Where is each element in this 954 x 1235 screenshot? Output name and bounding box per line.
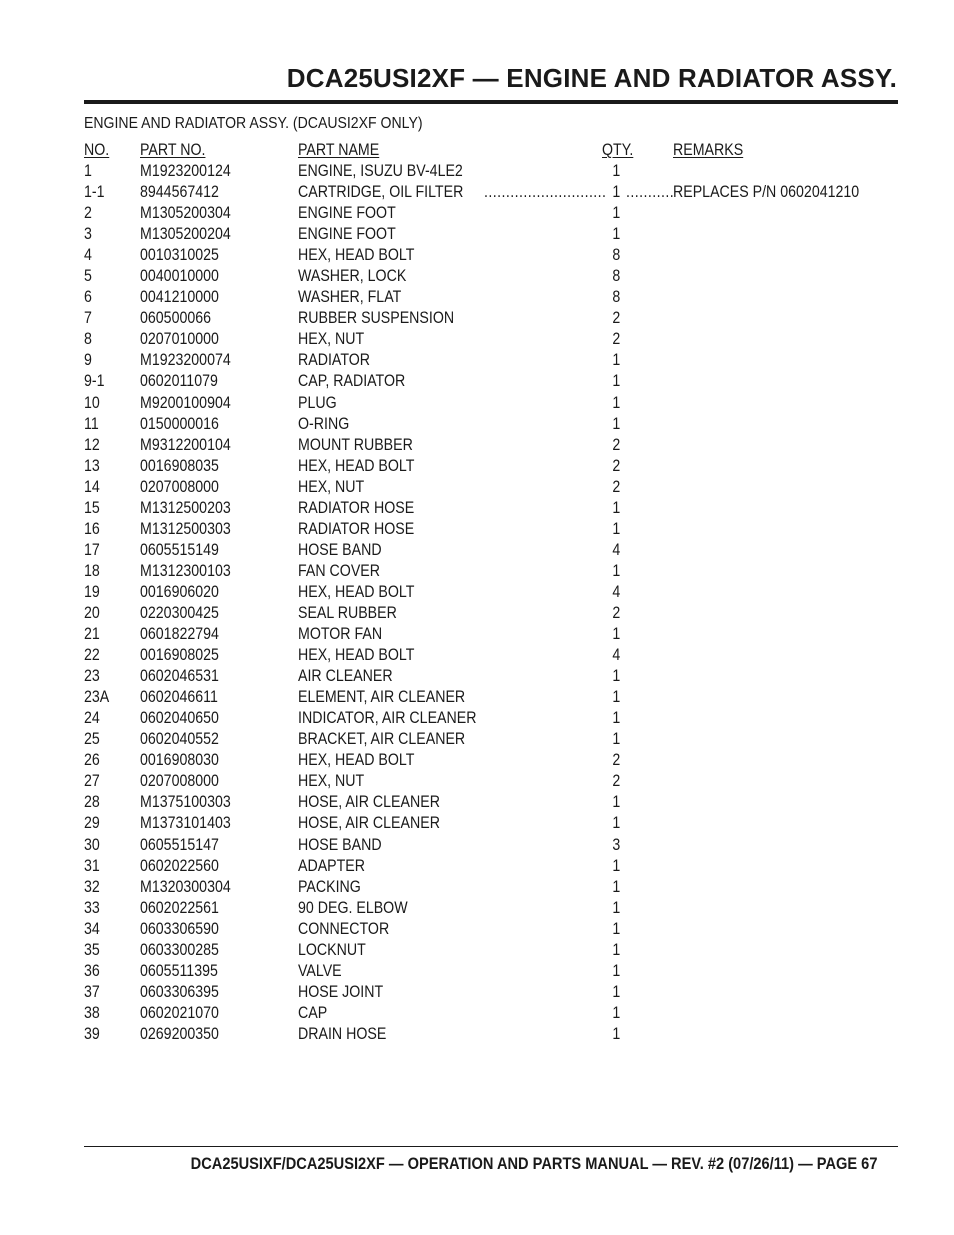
part-number: 0207008000 — [140, 477, 219, 496]
part-item-no: 17 — [84, 540, 100, 559]
part-qty: 2 — [612, 477, 621, 496]
part-name: DRAIN HOSE — [298, 1024, 387, 1043]
part-name: HEX, HEAD BOLT — [298, 246, 415, 265]
table-row — [84, 435, 898, 456]
part-name: 90 DEG. ELBOW — [298, 898, 408, 917]
part-qty: 2 — [612, 772, 621, 791]
part-qty: 3 — [612, 835, 621, 854]
part-number: 0602046531 — [140, 667, 219, 686]
part-number: 0150000016 — [140, 414, 219, 433]
table-row — [84, 687, 898, 708]
part-qty: 2 — [612, 456, 621, 475]
part-name: ELEMENT, AIR CLEANER — [298, 688, 466, 707]
part-item-no: 18 — [84, 561, 100, 580]
part-remarks: REPLACES P/N 0602041210 — [673, 183, 860, 202]
table-row — [84, 961, 898, 982]
table-row — [84, 708, 898, 729]
table-row — [84, 161, 898, 182]
table-row — [84, 729, 898, 750]
table-row — [84, 519, 898, 540]
part-name: HEX, HEAD BOLT — [298, 646, 415, 665]
part-item-no: 3 — [84, 225, 92, 244]
title-rule — [84, 100, 898, 104]
part-qty: 1 — [612, 393, 621, 412]
part-qty: 1 — [612, 1003, 621, 1022]
table-row — [84, 287, 898, 308]
part-item-no: 36 — [84, 961, 100, 980]
part-item-no: 15 — [84, 498, 100, 517]
part-item-no: 14 — [84, 477, 100, 496]
part-name: HOSE JOINT — [298, 982, 384, 1001]
part-name: PACKING — [298, 877, 361, 896]
part-name: WASHER, FLAT — [298, 288, 402, 307]
part-item-no: 33 — [84, 898, 100, 917]
table-row — [84, 224, 898, 245]
part-qty: 1 — [612, 667, 621, 686]
part-qty: 1 — [612, 814, 621, 833]
part-item-no: 9 — [84, 351, 92, 370]
part-name: CONNECTOR — [298, 919, 390, 938]
part-item-no: 1 — [84, 162, 92, 180]
part-qty: 1 — [612, 561, 621, 580]
part-number: 0605515149 — [140, 540, 219, 559]
part-qty: 2 — [612, 435, 621, 454]
part-item-no: 27 — [84, 772, 100, 791]
part-item-no: 5 — [84, 267, 92, 286]
part-number: 0010310025 — [140, 246, 219, 265]
part-item-no: 29 — [84, 814, 100, 833]
part-qty: 1 — [612, 877, 621, 896]
header-remarks: REMARKS — [673, 141, 744, 159]
table-row — [84, 582, 898, 603]
table-row — [84, 1024, 898, 1045]
part-number: 0602046611 — [140, 688, 218, 707]
part-qty: 1 — [612, 183, 621, 202]
part-number: M1923200074 — [140, 351, 231, 370]
part-item-no: 9-1 — [84, 372, 105, 391]
part-number: M1923200124 — [140, 162, 231, 180]
part-name: HOSE, AIR CLEANER — [298, 814, 440, 833]
part-item-no: 23 — [84, 667, 100, 686]
part-number: 0602022561 — [140, 898, 219, 917]
part-number: 0016908035 — [140, 456, 219, 475]
part-name: INDICATOR, AIR CLEANER — [298, 709, 477, 728]
table-row — [84, 266, 898, 287]
part-number: 0605511395 — [140, 961, 218, 980]
part-number: 0603300285 — [140, 940, 219, 959]
part-name: VALVE — [298, 961, 342, 980]
part-item-no: 37 — [84, 982, 100, 1001]
part-number: M9312200104 — [140, 435, 231, 454]
part-qty: 1 — [612, 940, 621, 959]
part-qty: 2 — [612, 330, 621, 349]
table-row — [84, 540, 898, 561]
table-row — [84, 308, 898, 329]
table-row — [84, 477, 898, 498]
part-qty: 1 — [612, 982, 621, 1001]
table-row — [84, 245, 898, 266]
part-name: HEX, NUT — [298, 772, 365, 791]
part-item-no: 1-1 — [84, 183, 105, 202]
part-name: ENGINE FOOT — [298, 225, 396, 244]
part-name: O-RING — [298, 414, 350, 433]
parts-table — [84, 140, 898, 1045]
part-number: 0602040552 — [140, 730, 219, 749]
table-row — [84, 329, 898, 350]
section-subtitle: ENGINE AND RADIATOR ASSY. (DCAUSI2XF ONLY) — [84, 115, 423, 132]
part-qty: 2 — [612, 309, 621, 328]
part-qty: 1 — [612, 162, 621, 180]
table-row — [84, 371, 898, 392]
table-row — [84, 813, 898, 834]
part-item-no: 23A — [84, 688, 110, 707]
page-title: DCA25USI2XF — ENGINE AND RADIATOR ASSY. — [286, 63, 897, 93]
part-number: M1375100303 — [140, 793, 231, 812]
table-row — [84, 414, 898, 435]
table-row — [84, 771, 898, 792]
part-number: 0601822794 — [140, 625, 219, 644]
part-name: HEX, NUT — [298, 477, 365, 496]
part-item-no: 21 — [84, 625, 100, 644]
table-row — [84, 877, 898, 898]
part-qty: 1 — [612, 856, 621, 875]
table-row — [84, 603, 898, 624]
part-qty: 1 — [612, 225, 621, 244]
part-qty: 1 — [612, 1024, 621, 1043]
part-name: ENGINE FOOT — [298, 204, 396, 223]
part-name: ENGINE, ISUZU BV-4LE2 — [298, 162, 463, 180]
part-number: M1312300103 — [140, 561, 231, 580]
table-row — [84, 1003, 898, 1024]
part-name: HOSE, AIR CLEANER — [298, 793, 440, 812]
part-name: RADIATOR — [298, 351, 371, 370]
part-number: 0016908025 — [140, 646, 219, 665]
part-number: 060500066 — [140, 309, 212, 328]
table-row — [84, 456, 898, 477]
part-number: 0207008000 — [140, 772, 219, 791]
part-qty: 4 — [612, 582, 621, 601]
page-footer: DCA25USIXF/DCA25USI2XF — OPERATION AND PARTS MANUAL — REV. #2 (07/26/11) — PAGE 67 — [190, 1154, 878, 1173]
part-item-no: 2 — [84, 204, 92, 223]
part-name: RUBBER SUSPENSION — [298, 309, 455, 328]
part-name: RADIATOR HOSE — [298, 519, 415, 538]
part-qty: 1 — [612, 498, 621, 517]
part-number: 0605515147 — [140, 835, 219, 854]
part-item-no: 25 — [84, 730, 100, 749]
part-item-no: 20 — [84, 603, 100, 622]
part-number: 0602021070 — [140, 1003, 219, 1022]
part-number: 0016908030 — [140, 751, 219, 770]
table-row — [84, 498, 898, 519]
part-qty: 8 — [612, 246, 621, 265]
table-header-row — [84, 140, 898, 161]
part-number: M9200100904 — [140, 393, 231, 412]
part-number: 0602040650 — [140, 709, 219, 728]
part-number: 0603306590 — [140, 919, 219, 938]
part-number: 0220300425 — [140, 603, 219, 622]
header-part-name: PART NAME — [298, 141, 380, 159]
table-row — [84, 624, 898, 645]
part-item-no: 38 — [84, 1003, 100, 1022]
table-row — [84, 561, 898, 582]
part-name: MOUNT RUBBER — [298, 435, 413, 454]
part-qty: 4 — [612, 646, 621, 665]
part-number: M1312500303 — [140, 519, 231, 538]
part-number: 0603306395 — [140, 982, 219, 1001]
part-qty: 1 — [612, 688, 621, 707]
part-name: RADIATOR HOSE — [298, 498, 415, 517]
part-number: M1373101403 — [140, 814, 231, 833]
part-qty: 1 — [612, 709, 621, 728]
part-name: HOSE BAND — [298, 540, 382, 559]
part-name: BRACKET, AIR CLEANER — [298, 730, 466, 749]
part-name: PLUG — [298, 393, 337, 412]
part-item-no: 7 — [84, 309, 92, 328]
part-number: 0040010000 — [140, 267, 219, 286]
part-item-no: 19 — [84, 582, 100, 601]
table-row — [84, 750, 898, 771]
table-row — [84, 182, 898, 203]
table-body — [84, 161, 898, 1045]
part-item-no: 30 — [84, 835, 100, 854]
table-row — [84, 940, 898, 961]
part-name: HOSE BAND — [298, 835, 382, 854]
part-qty: 1 — [612, 898, 621, 917]
part-qty: 1 — [612, 625, 621, 644]
part-item-no: 11 — [84, 414, 99, 433]
part-name: CAP — [298, 1003, 328, 1022]
table-row — [84, 350, 898, 371]
part-item-no: 13 — [84, 456, 100, 475]
part-item-no: 32 — [84, 877, 100, 896]
table-row — [84, 666, 898, 687]
dot-leader: ........... — [626, 183, 675, 202]
part-qty: 1 — [612, 204, 621, 223]
part-qty: 1 — [612, 519, 621, 538]
part-name: HEX, HEAD BOLT — [298, 456, 415, 475]
part-qty: 1 — [612, 961, 621, 980]
part-name: HEX, HEAD BOLT — [298, 751, 415, 770]
table-row — [84, 792, 898, 813]
header-part-no: PART NO. — [140, 141, 206, 159]
part-item-no: 22 — [84, 646, 100, 665]
part-number: 8944567412 — [140, 183, 219, 202]
part-number: 0041210000 — [140, 288, 219, 307]
dot-leader: ............................ — [484, 183, 607, 202]
part-item-no: 12 — [84, 435, 100, 454]
table-row — [84, 898, 898, 919]
part-name: SEAL RUBBER — [298, 603, 397, 622]
part-name: CARTRIDGE, OIL FILTER — [298, 183, 464, 202]
part-number: 0016906020 — [140, 582, 219, 601]
part-item-no: 10 — [84, 393, 100, 412]
part-item-no: 6 — [84, 288, 92, 307]
part-number: 0602022560 — [140, 856, 219, 875]
table-row — [84, 982, 898, 1003]
part-item-no: 24 — [84, 709, 100, 728]
part-number: 0207010000 — [140, 330, 219, 349]
part-item-no: 16 — [84, 519, 100, 538]
part-qty: 1 — [612, 351, 621, 370]
part-item-no: 28 — [84, 793, 100, 812]
part-item-no: 4 — [84, 246, 92, 265]
part-name: FAN COVER — [298, 561, 381, 580]
part-item-no: 39 — [84, 1024, 100, 1043]
part-number: M1305200204 — [140, 225, 231, 244]
part-item-no: 31 — [84, 856, 100, 875]
part-qty: 4 — [612, 540, 621, 559]
part-item-no: 35 — [84, 940, 100, 959]
footer-rule — [84, 1146, 898, 1147]
part-name: HEX, HEAD BOLT — [298, 582, 415, 601]
part-qty: 2 — [612, 603, 621, 622]
header-no: NO. — [84, 141, 110, 159]
part-qty: 8 — [612, 267, 621, 286]
part-name: WASHER, LOCK — [298, 267, 407, 286]
part-name: LOCKNUT — [298, 940, 366, 959]
part-qty: 2 — [612, 751, 621, 770]
table-row — [84, 393, 898, 414]
part-number: 0602011079 — [140, 372, 218, 391]
table-row — [84, 835, 898, 856]
part-number: M1305200304 — [140, 204, 231, 223]
part-qty: 1 — [612, 793, 621, 812]
part-qty: 8 — [612, 288, 621, 307]
table-row — [84, 919, 898, 940]
table-row — [84, 856, 898, 877]
part-item-no: 34 — [84, 919, 100, 938]
part-qty: 1 — [612, 919, 621, 938]
part-name: CAP, RADIATOR — [298, 372, 406, 391]
part-qty: 1 — [612, 372, 621, 391]
part-number: M1312500203 — [140, 498, 231, 517]
part-item-no: 8 — [84, 330, 92, 349]
part-item-no: 26 — [84, 751, 100, 770]
part-qty: 1 — [612, 414, 621, 433]
table-row — [84, 203, 898, 224]
part-name: HEX, NUT — [298, 330, 365, 349]
part-name: MOTOR FAN — [298, 625, 383, 644]
part-name: ADAPTER — [298, 856, 366, 875]
part-number: 0269200350 — [140, 1024, 219, 1043]
table-row — [84, 645, 898, 666]
part-name: AIR CLEANER — [298, 667, 393, 686]
part-number: M1320300304 — [140, 877, 231, 896]
part-qty: 1 — [612, 730, 621, 749]
header-qty: QTY. — [602, 141, 634, 159]
